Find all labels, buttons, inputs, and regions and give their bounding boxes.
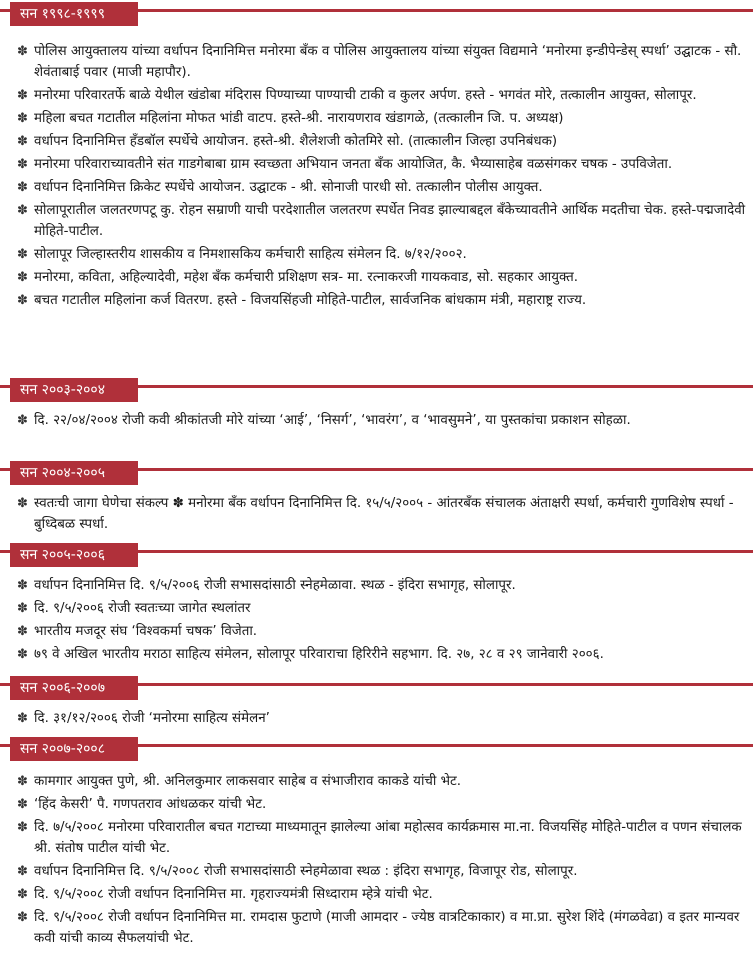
asterisk-bullet-icon: ✽ — [17, 624, 28, 639]
section-header — [0, 737, 753, 761]
event-list — [0, 575, 753, 665]
asterisk-bullet-icon: ✽ — [17, 887, 28, 902]
asterisk-bullet-icon: ✽ — [17, 496, 28, 511]
period-label: सन २००६-२००७ — [10, 676, 138, 700]
list-item: ✽ वर्धापन दिनानिमित्त क्रिकेट स्पर्धेचे आयोजन. उद्घाटक - श्री. सोनाजी पारधी सो. तत्कालीन पोलीस आयुक्त. — [0, 177, 753, 198]
asterisk-bullet-icon: ✽ — [17, 88, 28, 103]
list-item: ✽ दि. ९/५/२००८ रोजी वर्धापन दिनानिमित्त मा. गृहराज्यमंत्री सिध्दाराम म्हेत्रे यांची भेट. — [0, 884, 753, 905]
asterisk-bullet-icon: ✽ — [17, 578, 28, 593]
event-list — [0, 410, 753, 431]
asterisk-bullet-icon: ✽ — [17, 774, 28, 789]
section-header — [0, 2, 753, 26]
asterisk-bullet-icon: ✽ — [17, 910, 28, 925]
period-label: सन २००५-२००६ — [10, 543, 138, 567]
section-header — [0, 676, 753, 700]
list-item: ✽ सोलापूर जिल्हास्तरीय शासकीय व निमशासकिय कर्मचारी साहित्य संमेलन दि. ७/१२/२००२. — [0, 244, 753, 265]
list-item: ✽ दि. ७/५/२००८ मनोरमा परिवारातील बचत गटाच्या माध्यमातून झालेल्या आंबा महोत्सव कार्यक्रमास मा.ना. विजयसिंह मोहिते-पाटील व पणन संचालक श्री. संतोष पाटील यांची भेट. — [0, 817, 753, 859]
section-2005-2006 — [0, 543, 753, 665]
list-item: ✽ मनोरमा परिवारतर्फे बाळे येथील खंडोबा मंदिरास पिण्याच्या पाण्याची टाकी व कुलर अर्पण. हस्ते - भगवंत मोरे, तत्कालीन आयुक्त, सोलापूर. — [0, 85, 753, 106]
list-item: ✽ ‘हिंद केसरी’ पै. गणपतराव आंधळकर यांची भेट. — [0, 794, 753, 815]
event-list — [0, 771, 753, 949]
asterisk-bullet-icon: ✽ — [17, 134, 28, 149]
list-item: ✽ मनोरमा, कविता, अहिल्यादेवी, महेश बँक कर्मचारी प्रशिक्षण सत्र- मा. रत्नाकरजी गायकवाड, सो. सहकार आयुक्त. — [0, 267, 753, 288]
asterisk-bullet-icon: ✽ — [17, 44, 28, 59]
section-header — [0, 461, 753, 485]
section-2004-2005 — [0, 461, 753, 535]
event-list — [0, 708, 753, 729]
list-item: ✽ कामगार आयुक्त पुणे, श्री. अनिलकुमार लाकसवार साहेब व संभाजीराव काकडे यांची भेट. — [0, 771, 753, 792]
section-2003-2004 — [0, 378, 753, 431]
list-item: ✽ महिला बचत गटातील महिलांना मोफत भांडी वाटप. हस्ते-श्री. नारायणराव खंडागळे, (तत्कालीन जि. प. अध्यक्ष) — [0, 108, 753, 129]
list-item: ✽ भारतीय मजदूर संघ ‘विश्वकर्मा चषक’ विजेता. — [0, 621, 753, 642]
asterisk-bullet-icon: ✽ — [17, 413, 28, 428]
asterisk-bullet-icon: ✽ — [17, 247, 28, 262]
section-2006-2007 — [0, 676, 753, 729]
period-label: सन २००४-२००५ — [10, 461, 138, 485]
event-list — [0, 41, 753, 311]
asterisk-bullet-icon: ✽ — [17, 711, 28, 726]
list-item: ✽ वर्धापन दिनानिमित्त दि. ९/५/२००६ रोजी सभासदांसाठी स्नेहमेळावा. स्थळ - इंदिरा सभागृह, सोलापूर. — [0, 575, 753, 596]
list-item: ✽ मनोरमा परिवाराच्यावतीने संत गाडगेबाबा ग्राम स्वच्छता अभियान जनता बँक आयोजित, कै. भैय्यासाहेब वळसंगकर चषक - उपविजेता. — [0, 154, 753, 175]
section-header — [0, 378, 753, 402]
list-item: ✽ दि. ९/५/२००८ रोजी वर्धापन दिनानिमित्त मा. रामदास फुटाणे (माजी आमदार - ज्येष्ठ वात्रटिकाकार) व मा.प्रा. सुरेश शिंदे (मंगळवेढा) व इतर मान्यवर कवी यांची काव्य सैफलयांची भेट. — [0, 907, 753, 949]
asterisk-bullet-icon: ✽ — [17, 647, 28, 662]
list-item: ✽ दि. ३१/१२/२००६ रोजी ‘मनोरमा साहित्य संमेलन’ — [0, 708, 753, 729]
asterisk-bullet-icon: ✽ — [17, 111, 28, 126]
event-list — [0, 493, 753, 535]
section-header — [0, 543, 753, 567]
list-item: ✽ दि. २२/०४/२००४ रोजी कवी श्रीकांतजी मोरे यांच्या ‘आई’, ‘निसर्ग’, ‘भावरंग’, व ‘भावसुमने’, या पुस्तकांचा प्रकाशन सोहळा. — [0, 410, 753, 431]
asterisk-bullet-icon: ✽ — [17, 797, 28, 812]
list-item: ✽ बचत गटातील महिलांना कर्ज वितरण. हस्ते - विजयसिंहजी मोहिते-पाटील, सार्वजनिक बांधकाम मंत्री, महाराष्ट्र राज्य. — [0, 290, 753, 311]
period-label: सन १९९८-१९९९ — [10, 2, 138, 26]
asterisk-bullet-icon: ✽ — [17, 270, 28, 285]
period-label: सन २००७-२००८ — [10, 737, 138, 761]
list-item: ✽ वर्धापन दिनानिमित्त दि. ९/५/२००८ रोजी सभासदांसाठी स्नेहमेळावा स्थळ : इंदिरा सभागृह, विजापूर रोड, सोलापूर. — [0, 861, 753, 882]
list-item: ✽ पोलिस आयुक्तालय यांच्या वर्धापन दिनानिमित्त मनोरमा बँक व पोलिस आयुक्तालय यांच्या संयुक्त विद्यमाने ‘मनोरमा इन्डीपेन्डेस् स्पर्धा’ उद्घाटक - सौ. शेवंताबाई पवार (माजी महापौर). — [0, 41, 753, 83]
asterisk-bullet-icon: ✽ — [17, 157, 28, 172]
asterisk-bullet-icon: ✽ — [17, 293, 28, 308]
asterisk-bullet-icon: ✽ — [17, 180, 28, 195]
list-item: ✽ ७९ वे अखिल भारतीय मराठा साहित्य संमेलन, सोलापूर परिवाराचा हिरिरीने सहभाग. दि. २७, २८ व २९ जानेवारी २००६. — [0, 644, 753, 665]
asterisk-bullet-icon: ✽ — [17, 601, 28, 616]
list-item: ✽ स्वतःची जागा घेणेचा संकल्प ✽ मनोरमा बँक वर्धापन दिनानिमित्त दि. १५/५/२००५ - आंतरबँक संचालक अंताक्षरी स्पर्धा, कर्मचारी गुणविशेष स्पर्धा - बुध्दिबळ स्पर्धा. — [0, 493, 753, 535]
period-label: सन २००३-२००४ — [10, 378, 138, 402]
section-1998-1999 — [0, 2, 753, 311]
section-2007-2008 — [0, 737, 753, 949]
list-item: ✽ वर्धापन दिनानिमित्त हँडबॉल स्पर्धेचे आयोजन. हस्ते-श्री. शैलेशजी कोतमिरे सो. (तात्कालीन जिल्हा उपनिबंधक) — [0, 131, 753, 152]
list-item: ✽ सोलापूरातील जलतरणपटू कु. रोहन सम्राणी याची परदेशातील जलतरण स्पर्धेत निवड झाल्याबद्दल बँकेच्यावतीने आर्थिक मदतीचा चेक. हस्ते-पद्मजादेवी मोहिते-पाटील. — [0, 200, 753, 242]
list-item: ✽ दि. ९/५/२००६ रोजी स्वतःच्या जागेत स्थलांतर — [0, 598, 753, 619]
asterisk-bullet-icon: ✽ — [17, 820, 28, 835]
asterisk-bullet-icon: ✽ — [17, 203, 28, 218]
asterisk-bullet-icon: ✽ — [17, 864, 28, 879]
